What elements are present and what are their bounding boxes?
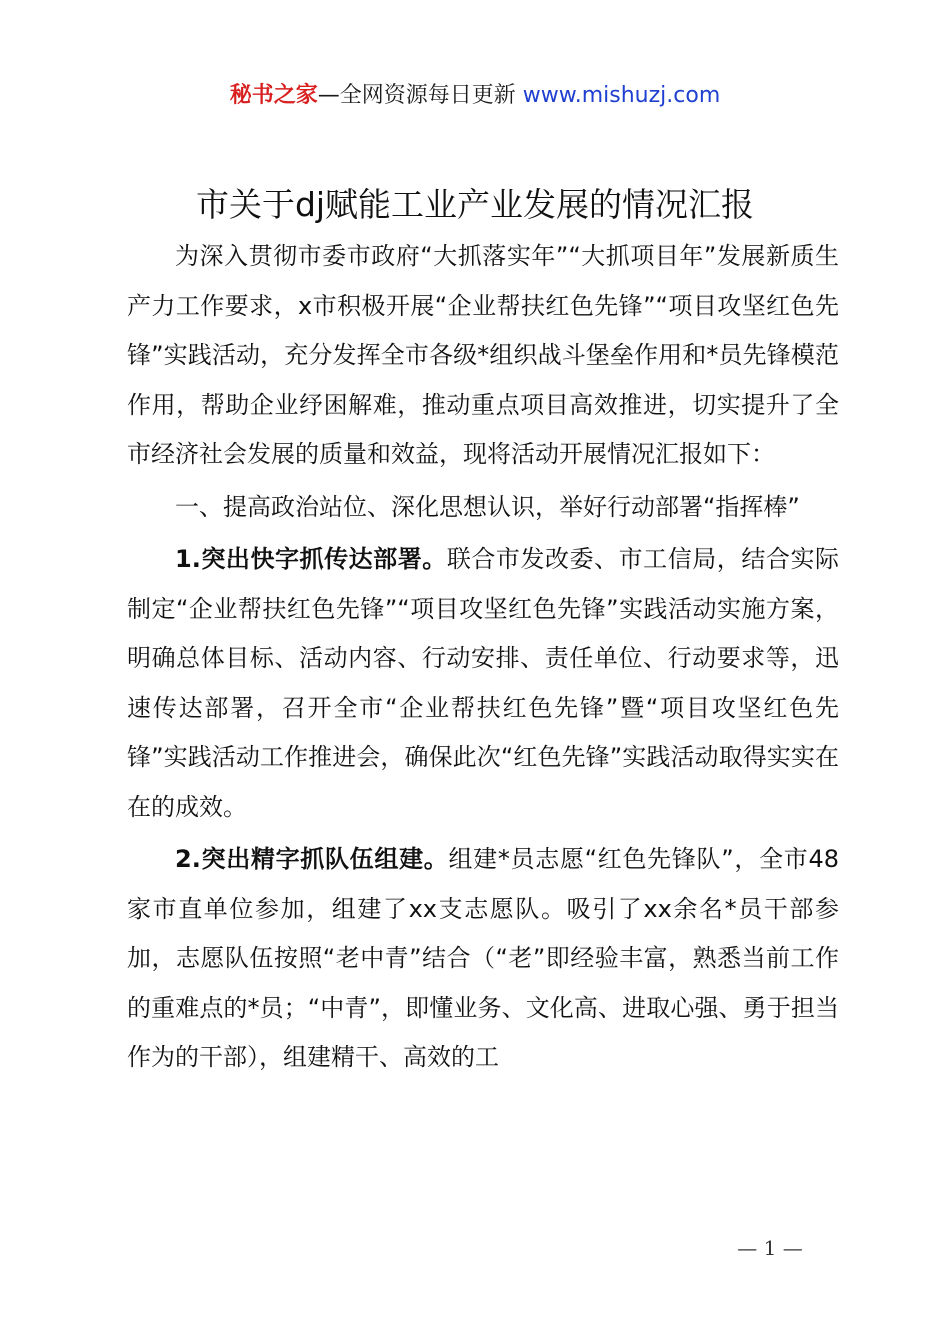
paragraph-text: 组建*员志愿“红色先锋队”，全市48家市直单位参加，组建了xx支志愿队。吸引了xx余名*员干部参加，志愿队伍按照“老中青”结合（“老”即经验丰富，熟悉当前工作的重难点的*员；“中青”，即懂业务、文化高、进取心强、勇于担当作为的干部），组建精干、高效的工 — [127, 845, 839, 1071]
site-url-link[interactable]: www.mishuzj.com — [522, 83, 721, 108]
section-heading-1 — [127, 483, 839, 533]
site-brand-name: 秘书之家 — [229, 83, 318, 108]
document-title: 市关于dj赋能工业产业发展的情况汇报 — [195, 185, 755, 224]
paragraph-text: 为深入贯彻市委市政府“大抓落实年”“大抓项目年”发展新质生产力工作要求，x市积极开展“企业帮扶红色先锋”“项目攻坚红色先锋”实践活动，充分发挥全市各级*组织战斗堡垒作用和*员先锋模范作用，帮助企业纾困解难，推动重点项目高效推进，切实提升了全市经济社会发展的质量和效益，现将活动开展情况汇报如下： — [127, 242, 839, 468]
site-tagline: —全网资源每日更新 — [317, 83, 523, 108]
paragraph-item-1 — [127, 535, 839, 832]
paragraph-lead: 1.突出快字抓传达部署。 — [175, 545, 447, 573]
paragraph-text: 一、提高政治站位、深化思想认识，举好行动部署“指挥棒” — [175, 492, 800, 521]
paragraph-intro — [127, 232, 839, 480]
paragraph-text: 联合市发改委、市工信局，结合实际制定“企业帮扶红色先锋”“项目攻坚红色先锋”实践活动实施方案，明确总体目标、活动内容、行动安排、责任单位、行动要求等，迅速传达部署，召开全市“企业帮扶红色先锋”暨“项目攻坚红色先锋”实践活动工作推进会，确保此次“红色先锋”实践活动取得实实在在的成效。 — [127, 545, 839, 821]
paragraph-item-2 — [127, 835, 839, 1083]
page-number: — 1 — — [737, 1236, 803, 1260]
site-banner — [0, 78, 950, 114]
paragraph-lead: 2.突出精字抓队伍组建。 — [175, 845, 449, 873]
document-body — [127, 232, 839, 1083]
